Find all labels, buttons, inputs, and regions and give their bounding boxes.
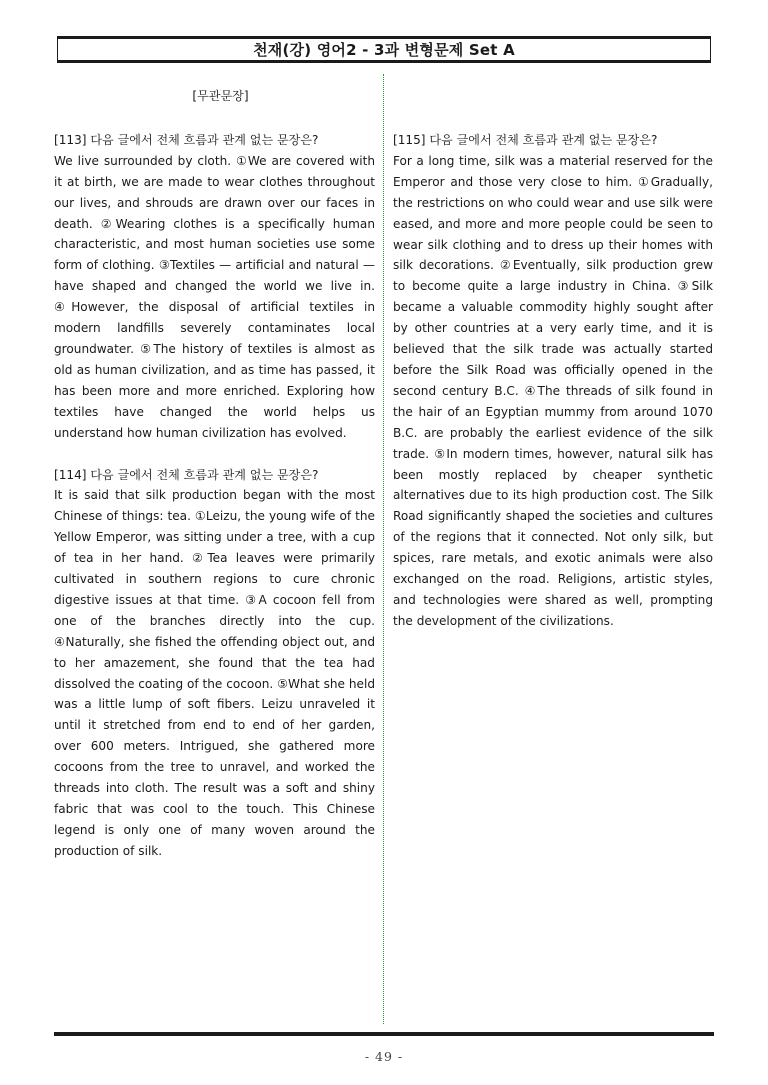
footer-rule — [54, 1032, 714, 1036]
section-label: [무관문장] — [192, 89, 249, 103]
page-title: 천재(강) 영어2 - 3과 변형문제 Set A — [253, 41, 515, 59]
question-passage: We live surrounded by cloth. ①We are covered with it at birth, we are made to wear clothes throughout our lives, and shrouds are drawn over our faces in death. ②Wearing clothes is a specifically human characteristic, and most human societies use some form of clothing. ③Textiles — artificial and natural — have shaped and changed the world we live in. ④However, the disposal of artificial textiles in modern landfills severely contaminates local groundwater. ⑤The history of textiles is almost as old as human civilization, and as time has passed, it has been more and more enriched. Exploring how textiles have changed the world helps us understand how human civilization has evolved. — [54, 153, 375, 440]
question-passage: For a long time, silk was a material reserved for the Emperor and those very close to him. ①Gradually, the restrictions on who could wear and use silk were eased, and more and more people could be seen to wear silk clothing and to dress up their homes with silk decorations. ②Eventually, silk production grew to become quite a large industry in China. ③Silk became a valuable commodity highly sought after by other countries at a very early time, and it is believed that the silk trade was actually started before the Silk Road was officially opened in the second century B.C. ④The threads of silk found in the hair of an Egyptian mummy from around 1070 B.C. are probably the earliest evidence of the silk trade. ⑤In modern times, however, natural silk has been mostly replaced by cheaper synthetic alternatives due to its high production cost. The Silk Road significantly shaped the societies and cultures of the regions that it connected. Not only silk, but spices, rare metals, and exotic animals were also exchanged on the road. Religions, artistic styles, and technologies were shared as well, prompting the development of the civilizations. — [393, 153, 713, 628]
question-passage: It is said that silk production began with the most Chinese of things: tea. ①Leizu, the young wife of the Yellow Emperor, was sitting under a tree, with a cup of tea in her hand. ②Tea leaves were primarily cultivated in southern regions to cure chronic digestive issues at that time. ③A cocoon fell from one of the branches directly into the cup. ④Naturally, she fished the offending object out, and to her amazement, she found that the tea had dissolved the coating of the cocoon. ⑤What she held was a little lump of soft fibers. Leizu unraveled it until it stretched from end to end of her garden, over 600 meters. Intrigued, she gathered more cocoons from the tree to unravel, and worked the threads into cloth. The result was a soft and shiny fabric that was cool to the touch. This Chinese legend is only one of many woven around the production of silk. — [54, 488, 375, 858]
left-column — [54, 86, 375, 883]
question-113 — [54, 130, 375, 444]
question-114 — [54, 465, 375, 862]
page-header — [57, 36, 711, 63]
question-title: [113] 다음 글에서 전체 흐름과 관계 없는 문장은? — [54, 132, 319, 147]
question-115 — [393, 130, 713, 632]
question-title: [114] 다음 글에서 전체 흐름과 관계 없는 문장은? — [54, 467, 319, 482]
right-column — [393, 130, 713, 653]
page-number: - 49 - — [364, 1049, 404, 1064]
column-divider — [383, 74, 384, 1024]
question-title: [115] 다음 글에서 전체 흐름과 관계 없는 문장은? — [393, 133, 658, 147]
